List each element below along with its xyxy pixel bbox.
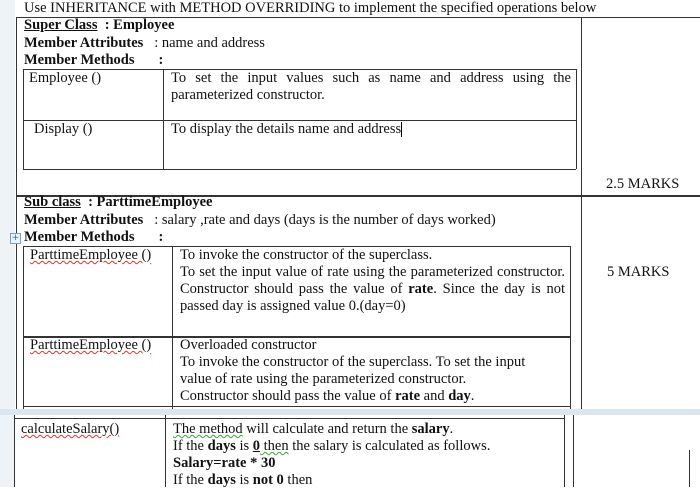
table-move-handle-icon[interactable]: + — [11, 233, 20, 243]
method-desc-line: Constructor should pass the value of rate and day. — [180, 388, 475, 404]
divider — [581, 17, 582, 409]
sub-marks: 5 MARKS — [607, 264, 670, 280]
instruction-text: Use INHERITANCE with METHOD OVERRIDING to implement the specified operations below — [24, 0, 597, 16]
method-desc-line: If the days is 0 then the salary is calculated as follows. — [173, 438, 491, 454]
divider — [23, 246, 24, 409]
method-desc-line: The method will calculate and return the salary. — [173, 421, 454, 437]
divider — [23, 69, 24, 169]
method-desc-line: value of rate using the parameterized constructor. — [180, 371, 467, 387]
super-methods-label: Member Methods : — [24, 52, 164, 68]
method-desc-line: Overloaded constructor — [180, 337, 317, 353]
divider — [23, 169, 576, 170]
method-desc: To set the input value of rate using the parameterized constructor. Constructor should pass the value of rate. Since the day is not passed day is assigned value 0.(day=0) — [180, 264, 565, 314]
method-desc: To display the details name and address — [171, 121, 402, 137]
divider — [172, 246, 173, 409]
divider — [576, 69, 577, 169]
method-name: Employee () — [29, 70, 102, 86]
method-desc: To set the input values such as name and address using the parameterized constructor. — [171, 70, 571, 103]
divider — [163, 69, 164, 169]
divider — [16, 17, 17, 409]
method-desc-line: To invoke the constructor of the superclass. To set the input — [180, 354, 526, 370]
divider — [14, 415, 15, 487]
method-name: Display () — [34, 121, 93, 137]
super-attributes: Member Attributes : name and address — [24, 35, 265, 51]
sub-class-heading: Sub class : ParttimeEmployee — [24, 194, 213, 210]
super-marks: 2.5 MARKS — [606, 176, 680, 192]
method-desc-line: If the days is not 0 then — [173, 472, 313, 488]
screenshot-seam — [0, 409, 700, 415]
sub-methods-label: Member Methods : — [24, 229, 164, 245]
super-class-heading: Super Class : Employee — [24, 17, 175, 33]
divider — [570, 246, 571, 409]
text-cursor — [401, 122, 402, 137]
method-name: ParttimeEmployee () — [30, 337, 152, 353]
method-name: ParttimeEmployee () — [30, 247, 152, 263]
divider — [23, 406, 570, 407]
method-name: calculateSalary() — [21, 421, 120, 437]
divider — [573, 415, 574, 487]
divider — [14, 418, 565, 419]
divider — [165, 415, 166, 487]
method-desc-line: Salary=rate * 30 — [173, 455, 276, 471]
sub-attributes: Member Attributes : salary ,rate and days (days is the number of days worked) — [24, 212, 496, 228]
method-desc-line: To invoke the constructor of the superclass. — [180, 247, 433, 263]
divider — [564, 415, 565, 487]
divider — [689, 450, 690, 487]
